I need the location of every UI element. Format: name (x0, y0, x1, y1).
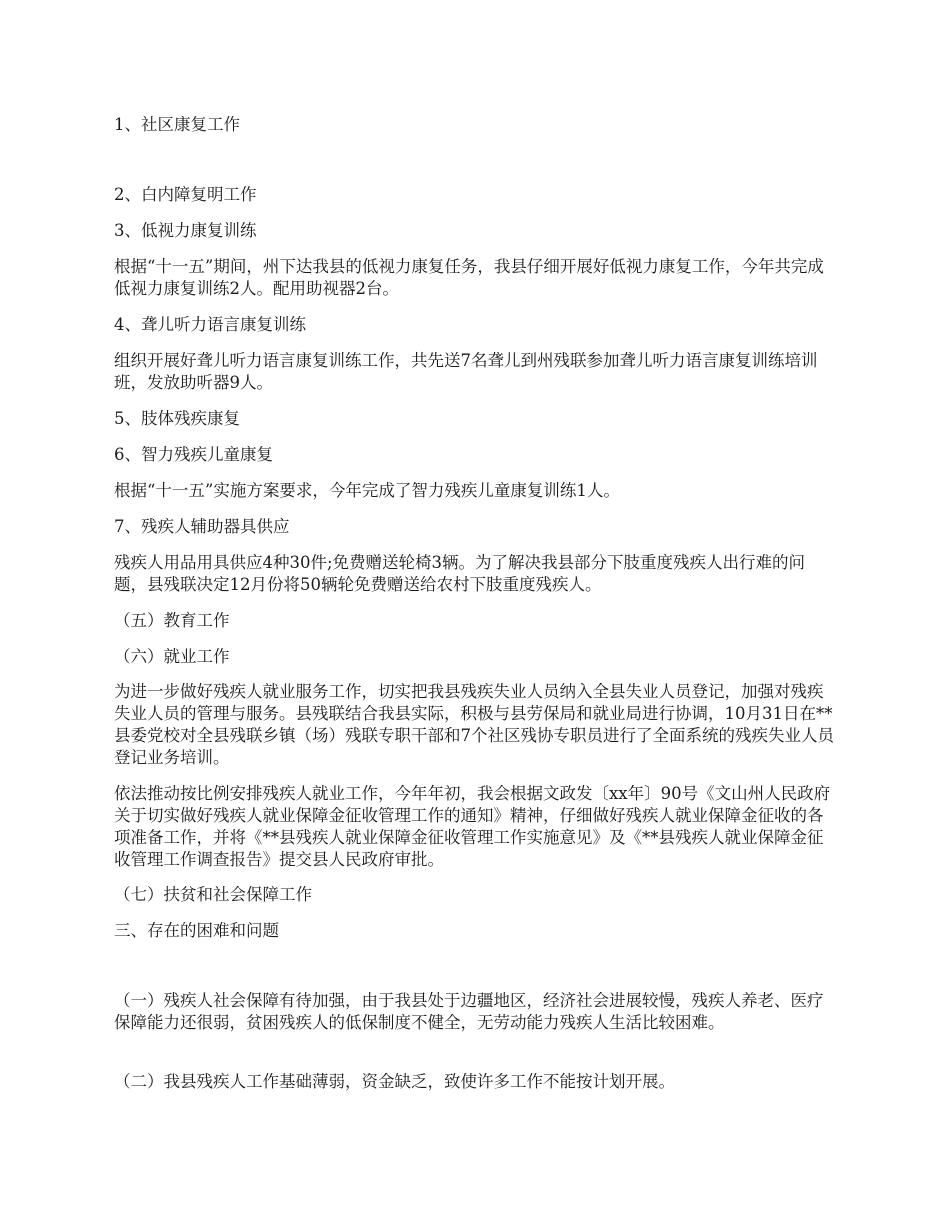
heading-poverty: （七）扶贫和社会保障工作 (114, 885, 312, 904)
heading-cataract: 2、白内障复明工作 (114, 185, 257, 204)
heading-employment: （六）就业工作 (114, 647, 230, 666)
heading-limb: 5、肢体残疾康复 (114, 409, 240, 428)
paragraph-intellectual: 根据“十一五”实施方案要求，今年完成了智力残疾儿童康复训练1人。 (114, 481, 620, 500)
heading-education: （五）教育工作 (114, 611, 230, 630)
paragraph-hearing: 组织开展好聋儿听力语言康复训练工作，共先送7名聋儿到州残联参加聋儿听力语言康复训练培训班，发放助听器9人。 (114, 351, 818, 392)
paragraph-low-vision: 根据“十一五”期间，州下达我县的低视力康复任务，我县仔细开展好低视力康复工作，今年共完成低视力康复训练2人。配用助视器2台。 (114, 257, 824, 298)
heading-hearing: 4、聋儿听力语言康复训练 (114, 315, 306, 334)
paragraph-employment-2: 依法推动按比例安排残疾人就业工作，今年年初，我会根据文政发〔xx年〕90号《文山州人民政府关于切实做好残疾人就业保障金征收管理工作的通知》精神，仔细做好残疾人就业保障金征收的各项准备工作，并将《**县残疾人就业保障金征收管理工作实施意见》及《**县残疾人就业保障金征收管理工作调查报告》提交县人民政府审批。 (114, 784, 831, 869)
paragraph-problem-1: （一）残疾人社会保障有待加强，由于我县处于边疆地区，经济社会进展较慢，残疾人养老、医疗保障能力还很弱，贫困残疾人的低保制度不健全，无劳动能力残疾人生活比较困难。 (114, 991, 824, 1032)
heading-community-rehab: 1、社区康复工作 (114, 115, 240, 134)
heading-assistive: 7、残疾人辅助器具供应 (114, 517, 290, 536)
paragraph-problem-2: （二）我县残疾人工作基础薄弱，资金缺乏，致使许多工作不能按计划开展。 (114, 1072, 675, 1091)
heading-problems: 三、存在的困难和问题 (114, 921, 279, 940)
heading-intellectual: 6、智力残疾儿童康复 (114, 445, 273, 464)
heading-low-vision: 3、低视力康复训练 (114, 221, 257, 240)
paragraph-employment-1: 为进一步做好残疾人就业服务工作，切实把我县残疾失业人员纳入全县失业人员登记，加强对残疾失业人员的管理与服务。县残联结合我县实际，积极与县劳保局和就业局进行协调，10月31日在**县委党校对全县残联乡镇（场）残联专职干部和7个社区残协专职员进行了全面系统的残疾失业人员登记业务培训。 (114, 682, 834, 767)
paragraph-assistive: 残疾人用品用具供应4种30件;免费赠送轮椅3辆。为了解决我县部分下肢重度残疾人出行难的问题，县残联决定12月份将50辆轮免费赠送给农村下肢重度残疾人。 (114, 553, 806, 594)
